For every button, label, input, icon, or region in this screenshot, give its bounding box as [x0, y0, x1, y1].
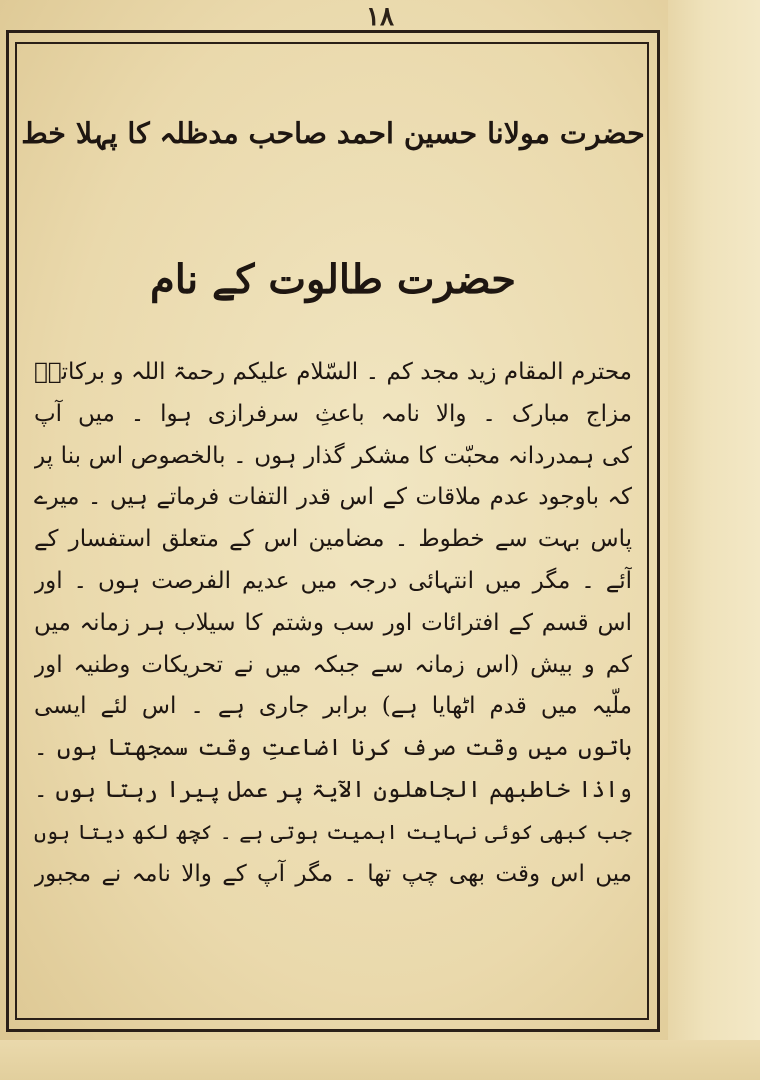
body-line: کی ہمدردانہ محبّت کا مشکر گذار ہوں ۔ بالخصوص اس بنا پر — [34, 442, 632, 469]
body-line: آئے ۔ مگر میں انتہائی درجہ میں عدیم الفرصت ہوں ۔ اور — [34, 567, 632, 594]
body-line: مزاج مبارک ۔ والا نامہ باعثِ سرفرازی ہوا ۔ میں آپ — [34, 400, 632, 427]
body-line: باتوں میں وقت صرف کرنا اضاعتِ وقت سمجھتا ہوں ۔ — [34, 735, 632, 762]
body-line: محترم المقام زید مجد کم ۔ السّلام علیکم رحمۃ اللہ و برکاتہٗ — [34, 359, 632, 385]
page-margin-right — [668, 0, 760, 1080]
body-line: میں اس وقت بھی چپ تھا ۔ مگر آپ کے والا نامہ نے مجبور — [34, 860, 632, 887]
body-line: پاس بہت سے خطوط ۔ مضامین اس کے متعلق استفسار کے — [34, 526, 632, 553]
body-line: ملّیہ میں قدم اٹھایا ہے) برابر جاری ہے ۔ اس لئے ایسی — [34, 693, 632, 720]
page-number: ۱۸ — [366, 2, 394, 32]
body-line: اس قسم کے افترائات اور سب وشتم کا سیلاب ہر زمانہ میں — [34, 609, 632, 636]
body-line: واذا خاطبھم الجاھلون الآیۃ پر عمل پیرا رہتا ہوں ۔ — [34, 776, 632, 803]
letter-title: حضرت مولانا حسین احمد صاحب مدظلہ کا پہلا خط — [21, 116, 645, 150]
body-line: جب کبھی کوئی نہایت اہمیت ہوتی ہے ۔ کچھ لکھ دیتا ہوں — [34, 819, 632, 844]
body-line: کم و بیش (اس زمانہ سے جبکہ میں نے تحریکات وطنیہ اور — [34, 651, 632, 678]
letter-body — [34, 352, 632, 895]
letter-recipient-heading: حضرت طالوت کے نام — [149, 256, 516, 303]
page-margin-bottom — [0, 1040, 760, 1080]
page-content — [20, 46, 646, 1016]
body-line: کہ باوجود عدم ملاقات کے اس قدر التفات فرماتے ہیں ۔ میرے — [34, 484, 632, 511]
